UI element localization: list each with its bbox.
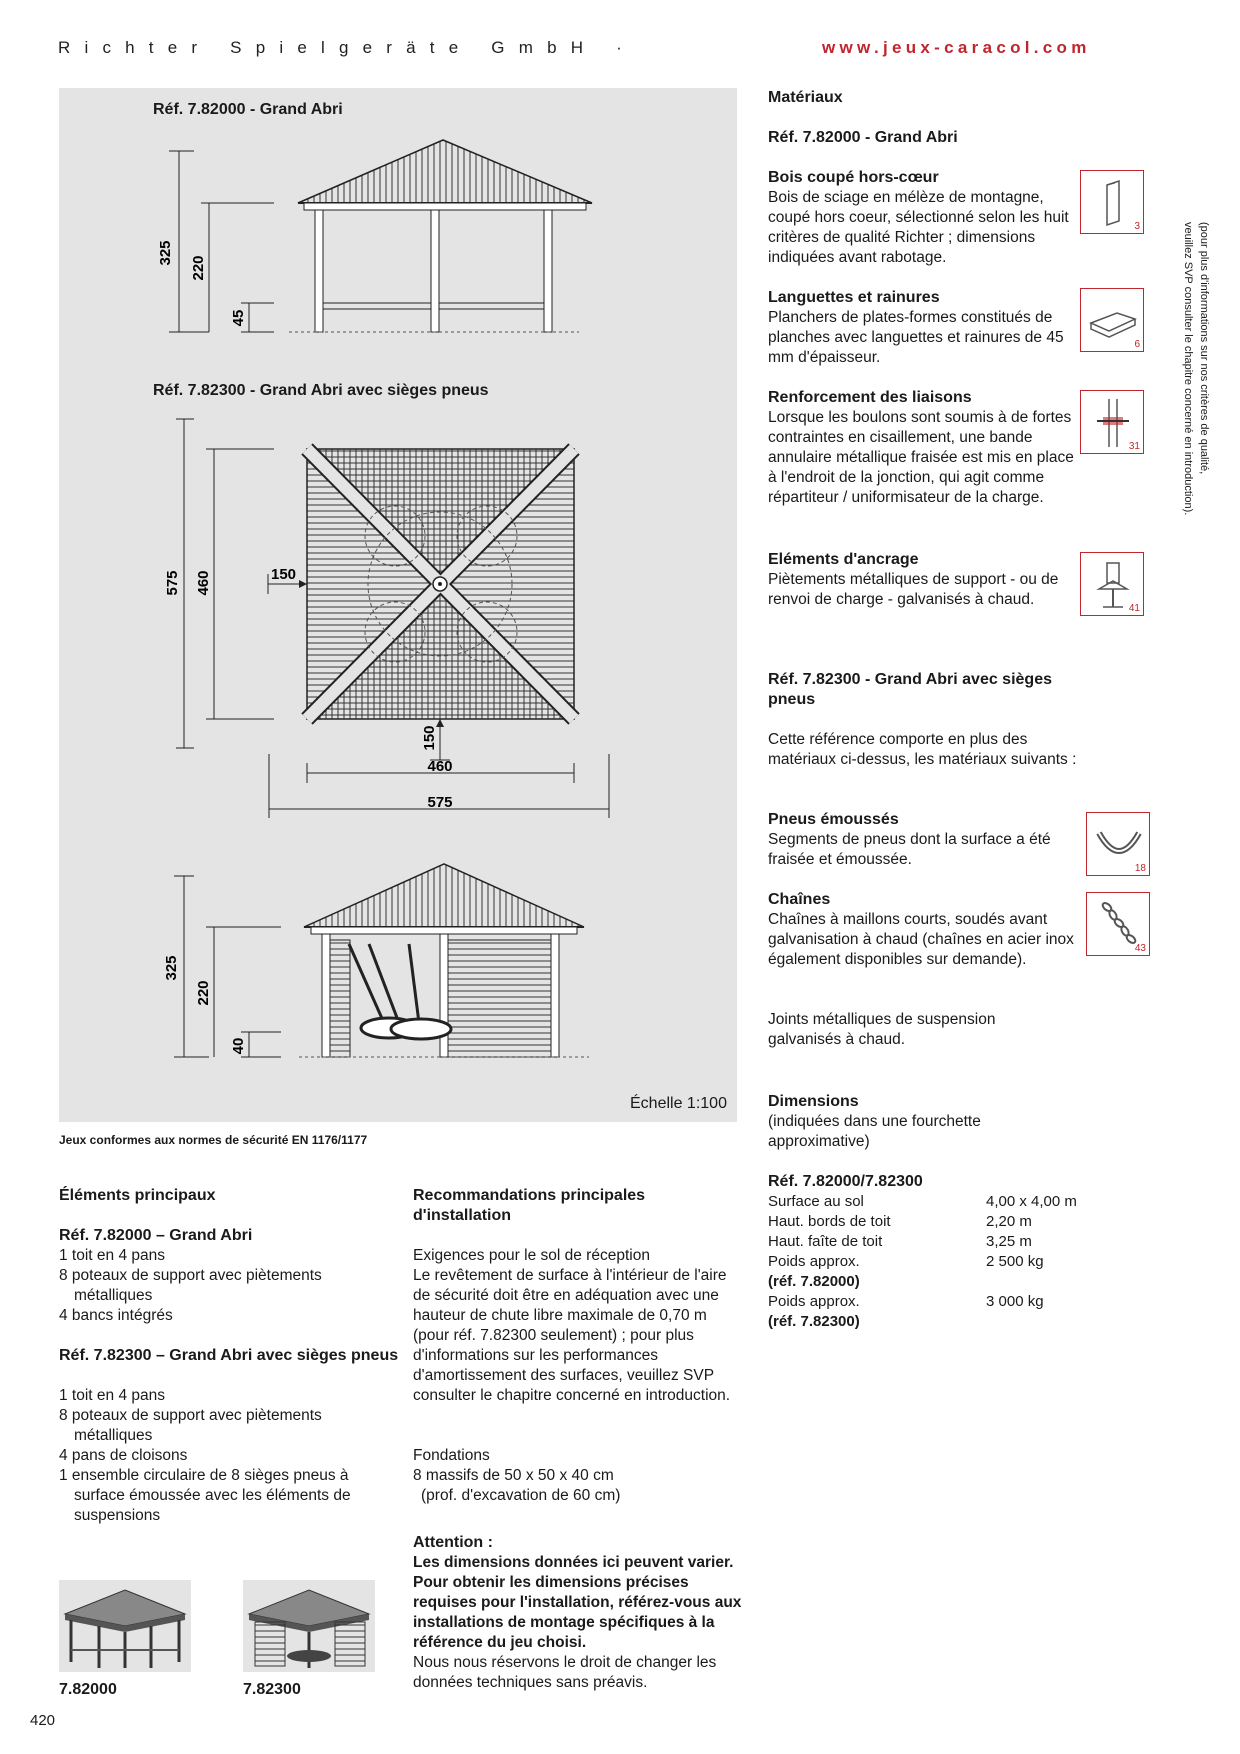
list-item: 1 ensemble circulaire de 8 sièges pneus à surface émoussée avec les éléments de suspensions: [59, 1467, 351, 1524]
side-note-line: (pour plus d'informations sur nos critères de qualité,: [1198, 222, 1210, 475]
attention-title: Attention :: [413, 1534, 493, 1551]
icon-number: 6: [1134, 339, 1140, 350]
technical-drawing: [59, 88, 737, 1122]
dim-label: 150: [271, 566, 297, 583]
dim-row-value: 3 000 kg: [986, 1293, 1044, 1310]
dim-label: 40: [230, 1037, 247, 1055]
dim-ref-a: (réf. 7.82000): [768, 1273, 860, 1290]
icon-number: 43: [1134, 943, 1146, 954]
anchor-icon: [1080, 552, 1144, 616]
install-foundations-line1: 8 massifs de 50 x 50 x 40 cm: [413, 1467, 614, 1484]
safety-norm-note: Jeux conformes aux normes de sécurité EN 1176/1177: [59, 1133, 368, 1147]
icon-number: 31: [1128, 441, 1140, 452]
material-title: Languettes et rainures: [768, 289, 940, 306]
timber-icon: [1080, 170, 1144, 234]
dim-label: 460: [195, 570, 212, 596]
dim-row-value: 3,25 m: [986, 1233, 1032, 1250]
dim-ref-b: (réf. 7.82300): [768, 1313, 860, 1330]
joints-text: Joints métalliques de suspension galvanisés à chaud.: [768, 1011, 996, 1048]
material-title: Pneus émoussés: [768, 811, 899, 828]
elevation-grand-abri-tyres: [174, 864, 589, 1057]
list-item: 8 poteaux de support avec piètements métalliques: [59, 1407, 322, 1444]
icon-number: 18: [1134, 863, 1146, 874]
icon-number: 41: [1128, 603, 1140, 614]
install-ground-text: Le revêtement de surface à l'intérieur de l'aire de sécurité doit être en adéquation avec une hauteur de chute libre maximale de 0,70 m (pour réf. 7.82300 seulement) ; pour plus d'informations sur les performances d'amortissement des surfaces, veuillez SVP consulter le chapitre concerné en introduction.: [413, 1267, 731, 1404]
dim-row-label: Poids approx.: [768, 1293, 860, 1310]
dim-label: 325: [157, 240, 174, 266]
material-item: [768, 288, 1078, 368]
elements-list-ref1: [59, 1246, 374, 1326]
tyre-icon: [1086, 812, 1150, 876]
dim-row-value: 2,20 m: [986, 1213, 1032, 1230]
drawing-title-ref2: Réf. 7.82300 - Grand Abri avec sièges pneus: [153, 382, 489, 399]
dim-row-label: Haut. faîte de toit: [768, 1233, 883, 1250]
elevation-grand-abri: [169, 140, 592, 332]
dim-label: 460: [427, 758, 453, 775]
dim-label: 150: [421, 725, 438, 751]
attention-text: Les dimensions données ici peuvent varier. Pour obtenir les dimensions précises requises pour l'installation, référez-vous aux installations de montage spécifiques à la référence du jeu choisi.: [413, 1554, 742, 1651]
list-item: 4 pans de cloisons: [59, 1447, 188, 1464]
elements-ref2: Réf. 7.82300 – Grand Abri avec sièges pneus: [59, 1347, 399, 1364]
product-thumbnail-82000: [59, 1580, 191, 1672]
materials-ref-title: Réf. 7.82000 - Grand Abri: [768, 129, 958, 146]
install-title: Recommandations principales d'installation: [413, 1187, 646, 1224]
material-text: Piètements métalliques de support - ou de renvoi de charge - galvanisés à chaud.: [768, 571, 1059, 608]
thumbnail-label: 7.82300: [243, 1681, 301, 1698]
material-text: Bois de sciage en mélèze de montagne, coupé hors coeur, sélectionné selon les huit critères de qualité Richter ; dimensions indiquées avant rabotage.: [768, 189, 1069, 266]
drawing-title-ref1: Réf. 7.82000 - Grand Abri: [153, 101, 343, 118]
company-name: Richter Spielgeräte GmbH ·: [58, 38, 636, 57]
material-title: Renforcement des liaisons: [768, 389, 972, 406]
bolt-connection-icon: [1080, 390, 1144, 454]
elements-title: Éléments principaux: [59, 1187, 216, 1204]
material-item: [768, 810, 1078, 870]
install-foundations-line2: (prof. d'excavation de 60 cm): [421, 1487, 621, 1504]
tongue-groove-icon: [1080, 288, 1144, 352]
side-note-line: veuillez SVP consulter le chapitre concerné en introduction).: [1182, 222, 1194, 516]
dim-label: 575: [427, 794, 453, 811]
material-title: Bois coupé hors-cœur: [768, 169, 939, 186]
dim-row-label: Poids approx.: [768, 1253, 860, 1270]
install-foundations-title: Fondations: [413, 1447, 490, 1464]
dim-row-label: Haut. bords de toit: [768, 1213, 891, 1230]
dim-label: 45: [230, 309, 247, 327]
reserve-text: Nous nous réservons le droit de changer les données techniques sans préavis.: [413, 1654, 717, 1691]
material-item: [768, 388, 1078, 508]
dim-label: 575: [164, 570, 181, 596]
list-item: 1 toit en 4 pans: [59, 1387, 165, 1404]
list-item: 4 bancs intégrés: [59, 1307, 173, 1324]
dim-label: 220: [195, 980, 212, 1006]
side-note: [1180, 222, 1212, 515]
dim-row-value: 4,00 x 4,00 m: [986, 1193, 1077, 1210]
website-link[interactable]: www.jeux-caracol.com: [822, 38, 1091, 57]
material-title: Eléments d'ancrage: [768, 551, 919, 568]
page-number: 420: [30, 1712, 56, 1729]
drawing-scale: Échelle 1:100: [630, 1095, 727, 1112]
material-text: Segments de pneus dont la surface a été fraisée et émoussée.: [768, 831, 1051, 868]
icon-number: 3: [1134, 221, 1140, 232]
dimensions-title: Dimensions: [768, 1093, 859, 1110]
material-text: Planchers de plates-formes constitués de planches avec languettes et rainures de 45 mm d'épaisseur.: [768, 309, 1064, 366]
install-ground-title: Exigences pour le sol de réception: [413, 1247, 650, 1264]
dimensions-subtitle: (indiquées dans une fourchette approximative): [768, 1113, 981, 1150]
dimensions-ref: Réf. 7.82000/7.82300: [768, 1173, 923, 1190]
material-item: [768, 890, 1078, 970]
material-text: Lorsque les boulons sont soumis à de fortes contraintes en cisaillement, une bande annulaire métallique fraisée est mis en place à l'endroit de la jonction, qui agit comme répartiteur / uniformisateur de la charge.: [768, 409, 1074, 506]
materials-ref2-intro: Cette référence comporte en plus des matériaux ci-dessus, les matériaux suivants :: [768, 731, 1077, 768]
dim-row-value: 2 500 kg: [986, 1253, 1044, 1270]
plan-view: [176, 419, 609, 818]
materials-title: Matériaux: [768, 89, 843, 106]
dim-label: 325: [163, 955, 180, 981]
material-title: Chaînes: [768, 891, 831, 908]
dim-row-label: Surface au sol: [768, 1193, 864, 1210]
elements-list-ref2: [59, 1386, 384, 1526]
list-item: 8 poteaux de support avec piètements métalliques: [59, 1267, 322, 1304]
chain-icon: [1086, 892, 1150, 956]
thumbnail-label: 7.82000: [59, 1681, 117, 1698]
product-thumbnail-82300: [243, 1580, 375, 1672]
list-item: 1 toit en 4 pans: [59, 1247, 165, 1264]
material-item: [768, 168, 1078, 268]
material-text: Chaînes à maillons courts, soudés avant galvanisation à chaud (chaînes en acier inox également disponibles sur demande).: [768, 911, 1074, 968]
material-item: [768, 550, 1078, 610]
elements-ref1: Réf. 7.82000 – Grand Abri: [59, 1227, 253, 1244]
materials-ref2-title: Réf. 7.82300 - Grand Abri avec sièges pneus: [768, 671, 1052, 708]
dim-label: 220: [190, 255, 207, 281]
